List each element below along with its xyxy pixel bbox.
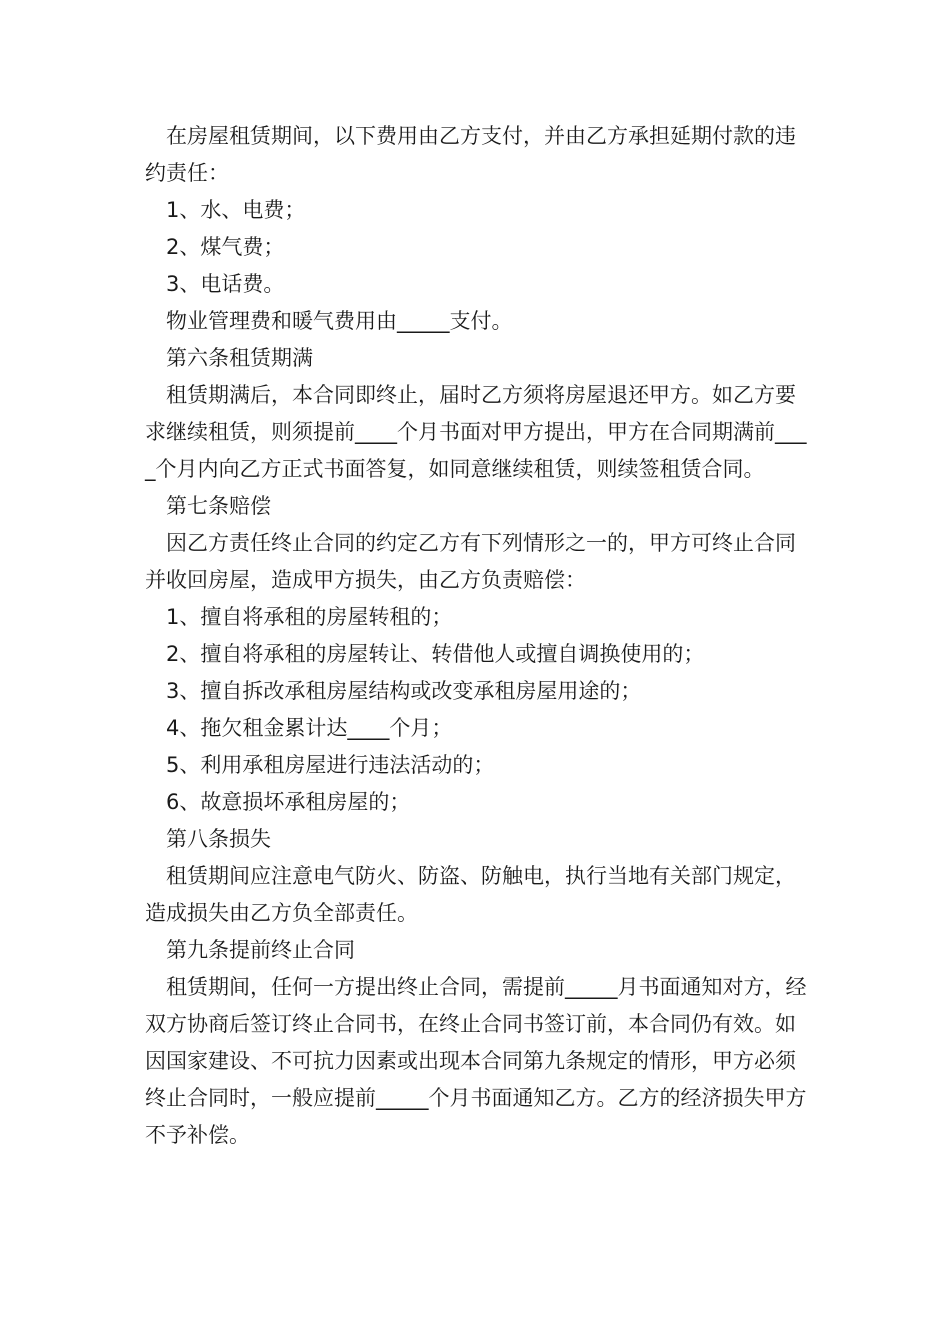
heading-article-8: 第八条损失 <box>166 827 271 851</box>
paragraph-property-fee: 物业管理费和暖气费用由_____支付。 <box>166 309 513 333</box>
list-item-damage: 6、故意损坏承租房屋的； <box>166 790 411 814</box>
list-item-water-electricity: 1、水、电费； <box>166 198 306 222</box>
list-item-transfer: 2、擅自将承租的房屋转让、转借他人或擅自调换使用的； <box>166 642 705 666</box>
paragraph-article-6: 租赁期满后，本合同即终止，届时乙方须将房屋退还甲方。如乙方要求继续租赁，则须提前____个月书面对甲方提出，甲方在合同期满前____个月内向乙方正式书面答复，如同意继续租赁，则续签租赁合同。 <box>145 383 807 481</box>
paragraph-article-7: 因乙方责任终止合同的约定乙方有下列情形之一的，甲方可终止合同并收回房屋，造成甲方损失，由乙方负责赔偿： <box>145 531 796 592</box>
list-item-alteration: 3、擅自拆改承租房屋结构或改变承租房屋用途的； <box>166 679 642 703</box>
paragraph-article-8: 租赁期间应注意电气防火、防盗、防触电，执行当地有关部门规定，造成损失由乙方负全部责任。 <box>145 864 796 925</box>
list-item-sublet: 1、擅自将承租的房屋转租的； <box>166 605 453 629</box>
heading-article-6: 第六条租赁期满 <box>166 346 313 370</box>
heading-article-9: 第九条提前终止合同 <box>166 938 355 962</box>
heading-article-7: 第七条赔偿 <box>166 494 271 518</box>
document-page <box>145 118 815 1154</box>
list-item-arrears: 4、拖欠租金累计达____个月； <box>166 716 453 740</box>
paragraph-fee-intro: 在房屋租赁期间，以下费用由乙方支付，并由乙方承担延期付款的违约责任： <box>145 124 796 185</box>
list-item-illegal: 5、利用承租房屋进行违法活动的； <box>166 753 495 777</box>
list-item-phone: 3、电话费。 <box>166 272 285 296</box>
paragraph-article-9: 租赁期间，任何一方提出终止合同，需提前_____月书面通知对方，经双方协商后签订终止合同书，在终止合同书签订前，本合同仍有效。如因国家建设、不可抗力因素或出现本合同第九条规定的情形，甲方必须终止合同时，一般应提前_____个月书面通知乙方。乙方的经济损失甲方不予补偿。 <box>145 975 807 1147</box>
list-item-gas: 2、煤气费； <box>166 235 285 259</box>
